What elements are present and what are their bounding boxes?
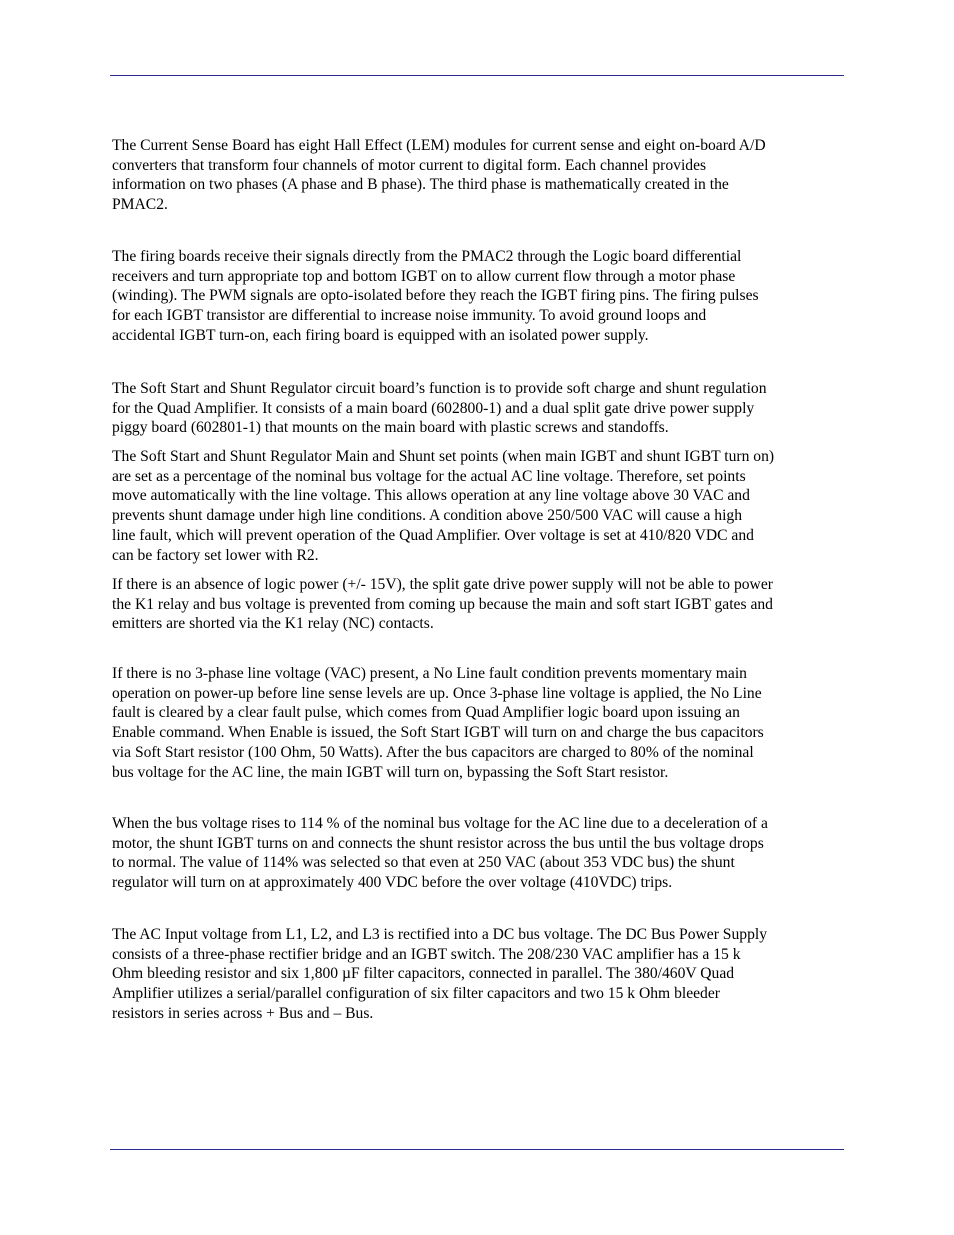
text-line: converters that transform four channels of motor current to digital form. Each channel provides — [112, 156, 707, 174]
paragraph-set-points — [112, 447, 847, 565]
text-line: prevents shunt damage under high line conditions. A condition above 250/500 VAC will cause a high — [112, 507, 743, 525]
text-line: emitters are shorted via the K1 relay (NC) contacts. — [112, 615, 434, 633]
text-line: The Current Sense Board has eight Hall Effect (LEM) modules for current sense and eight on-board A/D — [112, 137, 766, 154]
paragraph-soft-start-function — [112, 379, 847, 438]
paragraph-logic-power — [112, 575, 847, 634]
text-line: consists of a three-phase rectifier bridge and an IGBT switch. The 208/230 VAC amplifier has a 15 k — [112, 945, 741, 963]
text-line: The Soft Start and Shunt Regulator Main and Shunt set points (when main IGBT and shunt IGBT turn on) — [112, 448, 775, 465]
paragraph-no-line-fault — [112, 664, 847, 782]
text-line: fault is cleared by a clear fault pulse, which comes from Quad Amplifier logic board upon issuing an — [112, 704, 740, 722]
text-line: Ohm bleeding resistor and six 1,800 µF filter capacitors, connected in parallel. The 380/460V Quad — [112, 965, 735, 983]
text-line: resistors in series across + Bus and – Bus. — [112, 1004, 374, 1022]
text-line: for the Quad Amplifier. It consists of a main board (602800-1) and a dual split gate drive power supply — [112, 399, 755, 417]
text-line: operation on power-up before line sense levels are up. Once 3-phase line voltage is applied, the No Line — [112, 684, 762, 702]
text-line: When the bus voltage rises to 114 % of the nominal bus voltage for the AC line due to a deceleration of a — [112, 815, 768, 832]
text-line: regulator will turn on at approximately 400 VDC before the over voltage (410VDC) trips. — [112, 874, 673, 892]
text-line: can be factory set lower with R2. — [112, 546, 319, 564]
text-line: Amplifier utilizes a serial/parallel configuration of six filter capacitors and two 15 k Ohm bleeder — [112, 985, 720, 1003]
text-line: are set as a percentage of the nominal bus voltage for the actual AC line voltage. Therefore, set points — [112, 467, 746, 485]
paragraph-shunt-regulation — [112, 814, 847, 893]
footer-rule — [110, 1149, 844, 1150]
text-line: piggy board (602801-1) that mounts on the main board with plastic screws and standoffs. — [112, 419, 669, 437]
text-line: The Soft Start and Shunt Regulator circuit board’s function is to provide soft charge and shunt regulation — [112, 380, 767, 397]
paragraph-firing-boards — [112, 247, 847, 346]
header-rule — [110, 75, 844, 76]
text-line: The AC Input voltage from L1, L2, and L3 is rectified into a DC bus voltage. The DC Bus Power Supply — [112, 926, 767, 943]
text-line: If there is no 3-phase line voltage (VAC) present, a No Line fault condition prevents momentary main — [112, 665, 747, 682]
text-line: to normal. The value of 114% was selected so that even at 250 VAC (about 353 VDC bus) the shunt — [112, 854, 735, 872]
text-line: bus voltage for the AC line, the main IGBT will turn on, bypassing the Soft Start resistor. — [112, 763, 669, 781]
text-line: motor, the shunt IGBT turns on and connects the shunt resistor across the bus until the bus voltage drops — [112, 834, 764, 852]
text-line: via Soft Start resistor (100 Ohm, 50 Watts). After the bus capacitors are charged to 80% of the nominal — [112, 743, 754, 761]
text-line: Enable command. When Enable is issued, the Soft Start IGBT will turn on and charge the bus capacitors — [112, 724, 764, 742]
text-line: for each IGBT transistor are differential to increase noise immunity. To avoid ground loops and — [112, 307, 707, 325]
text-line: accidental IGBT turn-on, each firing board is equipped with an isolated power supply. — [112, 326, 649, 344]
text-line: the K1 relay and bus voltage is prevented from coming up because the main and soft start IGBT gates and — [112, 595, 773, 613]
paragraph-dc-bus-supply — [112, 925, 847, 1024]
text-line: If there is an absence of logic power (+/- 15V), the split gate drive power supply will not be able to power — [112, 576, 773, 593]
text-line: line fault, which will prevent operation of the Quad Amplifier. Over voltage is set at 410/820 VDC and — [112, 526, 754, 544]
text-line: PMAC2. — [112, 196, 168, 214]
text-line: (winding). The PWM signals are opto-isolated before they reach the IGBT firing pins. The firing pulses — [112, 287, 759, 305]
text-line: move automatically with the line voltage. This allows operation at any line voltage above 30 VAC and — [112, 487, 750, 505]
text-line: The firing boards receive their signals directly from the PMAC2 through the Logic board differential — [112, 248, 742, 265]
text-line: receivers and turn appropriate top and bottom IGBT on to allow current flow through a motor phase — [112, 267, 736, 285]
text-line: information on two phases (A phase and B phase). The third phase is mathematically created in the — [112, 176, 729, 194]
paragraph-current-sense — [112, 136, 847, 215]
